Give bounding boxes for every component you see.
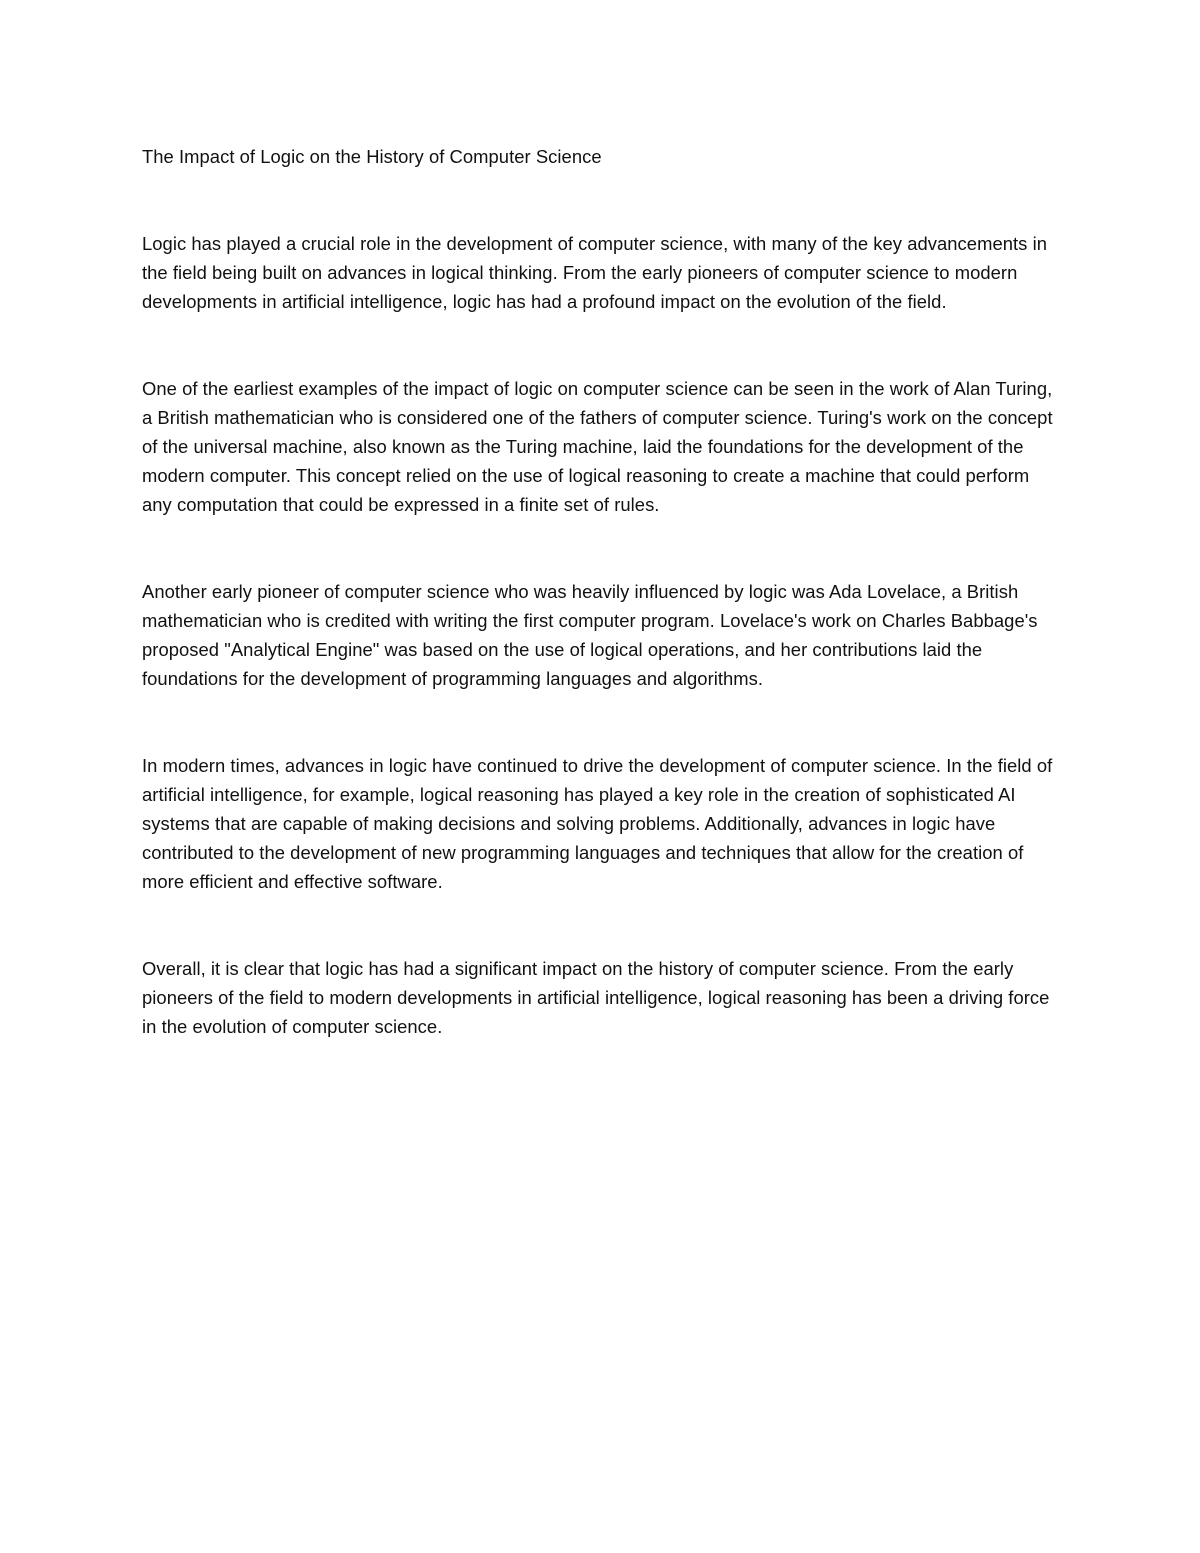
paragraph-1: Logic has played a crucial role in the development of computer science, with many of the key advancements in the field being built on advances in logical thinking. From the early pioneers of computer science to modern developments in artificial intelligence, logic has had a profound impact on the evolution of the field. xyxy=(142,233,1047,312)
paragraph-4: In modern times, advances in logic have continued to drive the development of computer science. In the field of artificial intelligence, for example, logical reasoning has played a key role in the creation of sophisticated AI systems that are capable of making decisions and solving problems. Additionally, advances in logic have contributed to the development of new programming languages and techniques that allow for the creation of more efficient and effective software. xyxy=(142,755,1053,892)
paragraph-2: One of the earliest examples of the impact of logic on computer science can be seen in the work of Alan Turing, a British mathematician who is considered one of the fathers of computer science. Turing's work on the concept of the universal machine, also known as the Turing machine, laid the foundations for the development of the modern computer. This concept relied on the use of logical reasoning to create a machine that could perform any computation that could be expressed in a finite set of rules. xyxy=(142,378,1053,515)
document-title: The Impact of Logic on the History of Computer Science xyxy=(142,146,602,167)
document-body xyxy=(142,142,1057,1099)
paragraph-5: Overall, it is clear that logic has had a significant impact on the history of computer science. From the early pioneers of the field to modern developments in artificial intelligence, logical reasoning has been a driving force in the evolution of computer science. xyxy=(142,958,1050,1037)
paragraph-3: Another early pioneer of computer science who was heavily influenced by logic was Ada Lovelace, a British mathematician who is credited with writing the first computer program. Lovelace's work on Charles Babbage's proposed "Analytical Engine" was based on the use of logical operations, and her contributions laid the foundations for the development of programming languages and algorithms. xyxy=(142,581,1038,689)
